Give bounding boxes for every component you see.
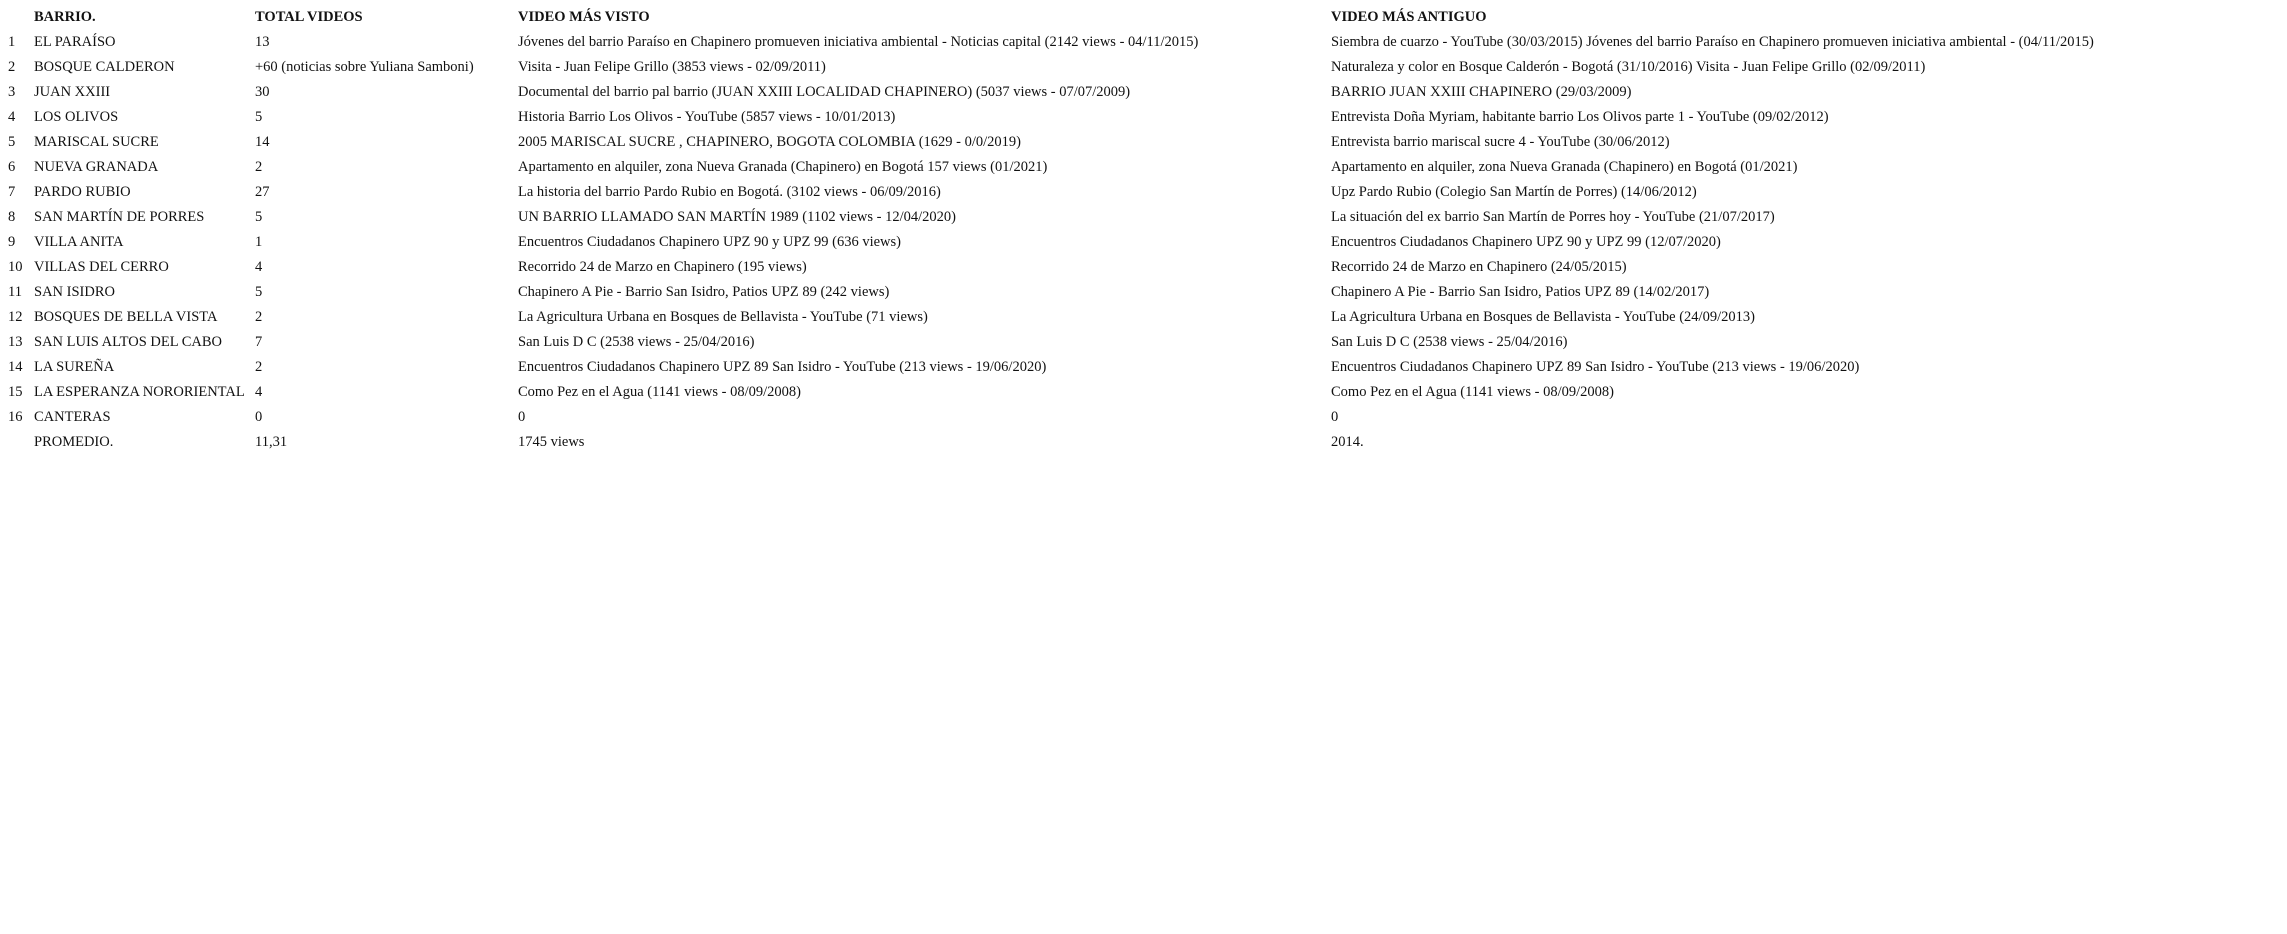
barrio-cell: BOSQUE CALDERON <box>34 59 175 75</box>
row-number: 9 <box>8 234 16 250</box>
row-number: 8 <box>8 209 16 225</box>
header-video-mas-antiguo: VIDEO MÁS ANTIGUO <box>1331 9 1487 25</box>
barrio-cell: LA SUREÑA <box>34 359 115 375</box>
oldest-video-cell: Encuentros Ciudadanos Chapinero UPZ 89 San Isidro - YouTube (213 views - 19/06/2020) <box>1331 359 1860 375</box>
barrio-cell: LA ESPERANZA NORORIENTAL <box>34 384 245 400</box>
total-videos-cell: 5 <box>255 209 263 225</box>
total-videos-cell: 4 <box>255 259 263 275</box>
most-viewed-video-cell: UN BARRIO LLAMADO SAN MARTÍN 1989 (1102 views - 12/04/2020) <box>518 209 957 225</box>
most-viewed-video-cell: 0 <box>518 409 526 425</box>
most-viewed-video-cell: Como Pez en el Agua (1141 views - 08/09/2008) <box>518 384 801 400</box>
most-viewed-video-cell: 2005 MARISCAL SUCRE , CHAPINERO, BOGOTA COLOMBIA (1629 - 0/0/2019) <box>518 134 1022 150</box>
total-videos-cell: 30 <box>255 84 270 100</box>
most-viewed-video-cell: Visita - Juan Felipe Grillo (3853 views - 02/09/2011) <box>518 59 826 75</box>
barrio-cell: EL PARAÍSO <box>34 34 116 50</box>
row-number: 11 <box>8 284 22 300</box>
oldest-video-cell: 0 <box>1331 409 1339 425</box>
barrio-cell: BOSQUES DE BELLA VISTA <box>34 309 218 325</box>
row-number: 14 <box>8 359 23 375</box>
row-number: 10 <box>8 259 23 275</box>
row-number: 16 <box>8 409 23 425</box>
most-viewed-video-cell: Apartamento en alquiler, zona Nueva Granada (Chapinero) en Bogotá 157 views (01/2021) <box>518 159 1048 175</box>
row-number: 5 <box>8 134 16 150</box>
most-viewed-video-cell: Historia Barrio Los Olivos - YouTube (5857 views - 10/01/2013) <box>518 109 896 125</box>
barrio-cell: SAN ISIDRO <box>34 284 115 300</box>
most-viewed-video-cell: La historia del barrio Pardo Rubio en Bogotá. (3102 views - 06/09/2016) <box>518 184 941 200</box>
oldest-video-cell: La situación del ex barrio San Martín de Porres hoy - YouTube (21/07/2017) <box>1331 209 1775 225</box>
barrio-cell: VILLA ANITA <box>34 234 124 250</box>
barrio-cell: MARISCAL SUCRE <box>34 134 159 150</box>
total-videos-cell: 4 <box>255 384 263 400</box>
oldest-video-cell: Siembra de cuarzo - YouTube (30/03/2015) Jóvenes del barrio Paraíso en Chapinero promueven iniciativa ambiental - (04/11/2015) <box>1331 34 2094 50</box>
total-videos-cell: 27 <box>255 184 270 200</box>
most-viewed-video-cell: Recorrido 24 de Marzo en Chapinero (195 views) <box>518 259 807 275</box>
barrio-cell: PARDO RUBIO <box>34 184 131 200</box>
oldest-video-cell: La Agricultura Urbana en Bosques de Bellavista - YouTube (24/09/2013) <box>1331 309 1755 325</box>
barrio-cell: CANTERAS <box>34 409 111 425</box>
oldest-video-cell: Recorrido 24 de Marzo en Chapinero (24/05/2015) <box>1331 259 1627 275</box>
row-number: 6 <box>8 159 16 175</box>
oldest-video-cell: San Luis D C (2538 views - 25/04/2016) <box>1331 334 1568 350</box>
row-number: 4 <box>8 109 16 125</box>
row-number: 2 <box>8 59 16 75</box>
total-videos-cell: 0 <box>255 409 263 425</box>
total-videos-cell: 5 <box>255 109 263 125</box>
oldest-video-cell: Encuentros Ciudadanos Chapinero UPZ 90 y UPZ 99 (12/07/2020) <box>1331 234 1721 250</box>
oldest-video-cell: Naturaleza y color en Bosque Calderón - Bogotá (31/10/2016) Visita - Juan Felipe Grillo (02/09/2011) <box>1331 59 1926 75</box>
row-number: 15 <box>8 384 23 400</box>
total-videos-cell: 1 <box>255 234 263 250</box>
oldest-video-cell: Chapinero A Pie - Barrio San Isidro, Patios UPZ 89 (14/02/2017) <box>1331 284 1710 300</box>
row-number: 3 <box>8 84 16 100</box>
total-videos-cell: 2 <box>255 359 263 375</box>
oldest-video-cell: 2014. <box>1331 434 1364 450</box>
total-videos-cell: 7 <box>255 334 263 350</box>
barrio-cell: SAN MARTÍN DE PORRES <box>34 209 205 225</box>
barrio-cell: VILLAS DEL CERRO <box>34 259 169 275</box>
oldest-video-cell: Apartamento en alquiler, zona Nueva Granada (Chapinero) en Bogotá (01/2021) <box>1331 159 1798 175</box>
total-videos-cell: 5 <box>255 284 263 300</box>
header-video-mas-visto: VIDEO MÁS VISTO <box>518 9 650 25</box>
total-videos-cell: 2 <box>255 159 263 175</box>
total-videos-cell: 11,31 <box>255 434 288 450</box>
total-videos-cell: 13 <box>255 34 270 50</box>
most-viewed-video-cell: San Luis D C (2538 views - 25/04/2016) <box>518 334 755 350</box>
most-viewed-video-cell: Jóvenes del barrio Paraíso en Chapinero promueven iniciativa ambiental - Noticias capital (2142 views - 04/11/2015) <box>518 34 1199 50</box>
barrio-cell: NUEVA GRANADA <box>34 159 159 175</box>
most-viewed-video-cell: 1745 views <box>518 434 585 450</box>
total-videos-cell: 2 <box>255 309 263 325</box>
oldest-video-cell: BARRIO JUAN XXIII CHAPINERO (29/03/2009) <box>1331 84 1632 100</box>
header-total-videos: TOTAL VIDEOS <box>255 9 363 25</box>
most-viewed-video-cell: Encuentros Ciudadanos Chapinero UPZ 89 San Isidro - YouTube (213 views - 19/06/2020) <box>518 359 1047 375</box>
row-number: 7 <box>8 184 16 200</box>
oldest-video-cell: Como Pez en el Agua (1141 views - 08/09/2008) <box>1331 384 1614 400</box>
row-number: 12 <box>8 309 23 325</box>
header-barrio: BARRIO. <box>34 9 96 25</box>
barrio-cell: JUAN XXIII <box>34 84 111 100</box>
row-number: 1 <box>8 34 16 50</box>
oldest-video-cell: Entrevista Doña Myriam, habitante barrio Los Olivos parte 1 - YouTube (09/02/2012) <box>1331 109 1829 125</box>
barrio-cell: SAN LUIS ALTOS DEL CABO <box>34 334 222 350</box>
most-viewed-video-cell: Documental del barrio pal barrio (JUAN XXIII LOCALIDAD CHAPINERO) (5037 views - 07/07/2009) <box>518 84 1131 100</box>
most-viewed-video-cell: Chapinero A Pie - Barrio San Isidro, Patios UPZ 89 (242 views) <box>518 284 890 300</box>
row-number: 13 <box>8 334 23 350</box>
oldest-video-cell: Upz Pardo Rubio (Colegio San Martín de Porres) (14/06/2012) <box>1331 184 1697 200</box>
total-videos-cell: 14 <box>255 134 270 150</box>
total-videos-cell: +60 (noticias sobre Yuliana Samboni) <box>255 59 474 75</box>
barrio-cell: LOS OLIVOS <box>34 109 119 125</box>
most-viewed-video-cell: Encuentros Ciudadanos Chapinero UPZ 90 y UPZ 99 (636 views) <box>518 234 901 250</box>
most-viewed-video-cell: La Agricultura Urbana en Bosques de Bellavista - YouTube (71 views) <box>518 309 928 325</box>
oldest-video-cell: Entrevista barrio mariscal sucre 4 - YouTube (30/06/2012) <box>1331 134 1670 150</box>
barrio-cell: PROMEDIO. <box>34 434 114 450</box>
